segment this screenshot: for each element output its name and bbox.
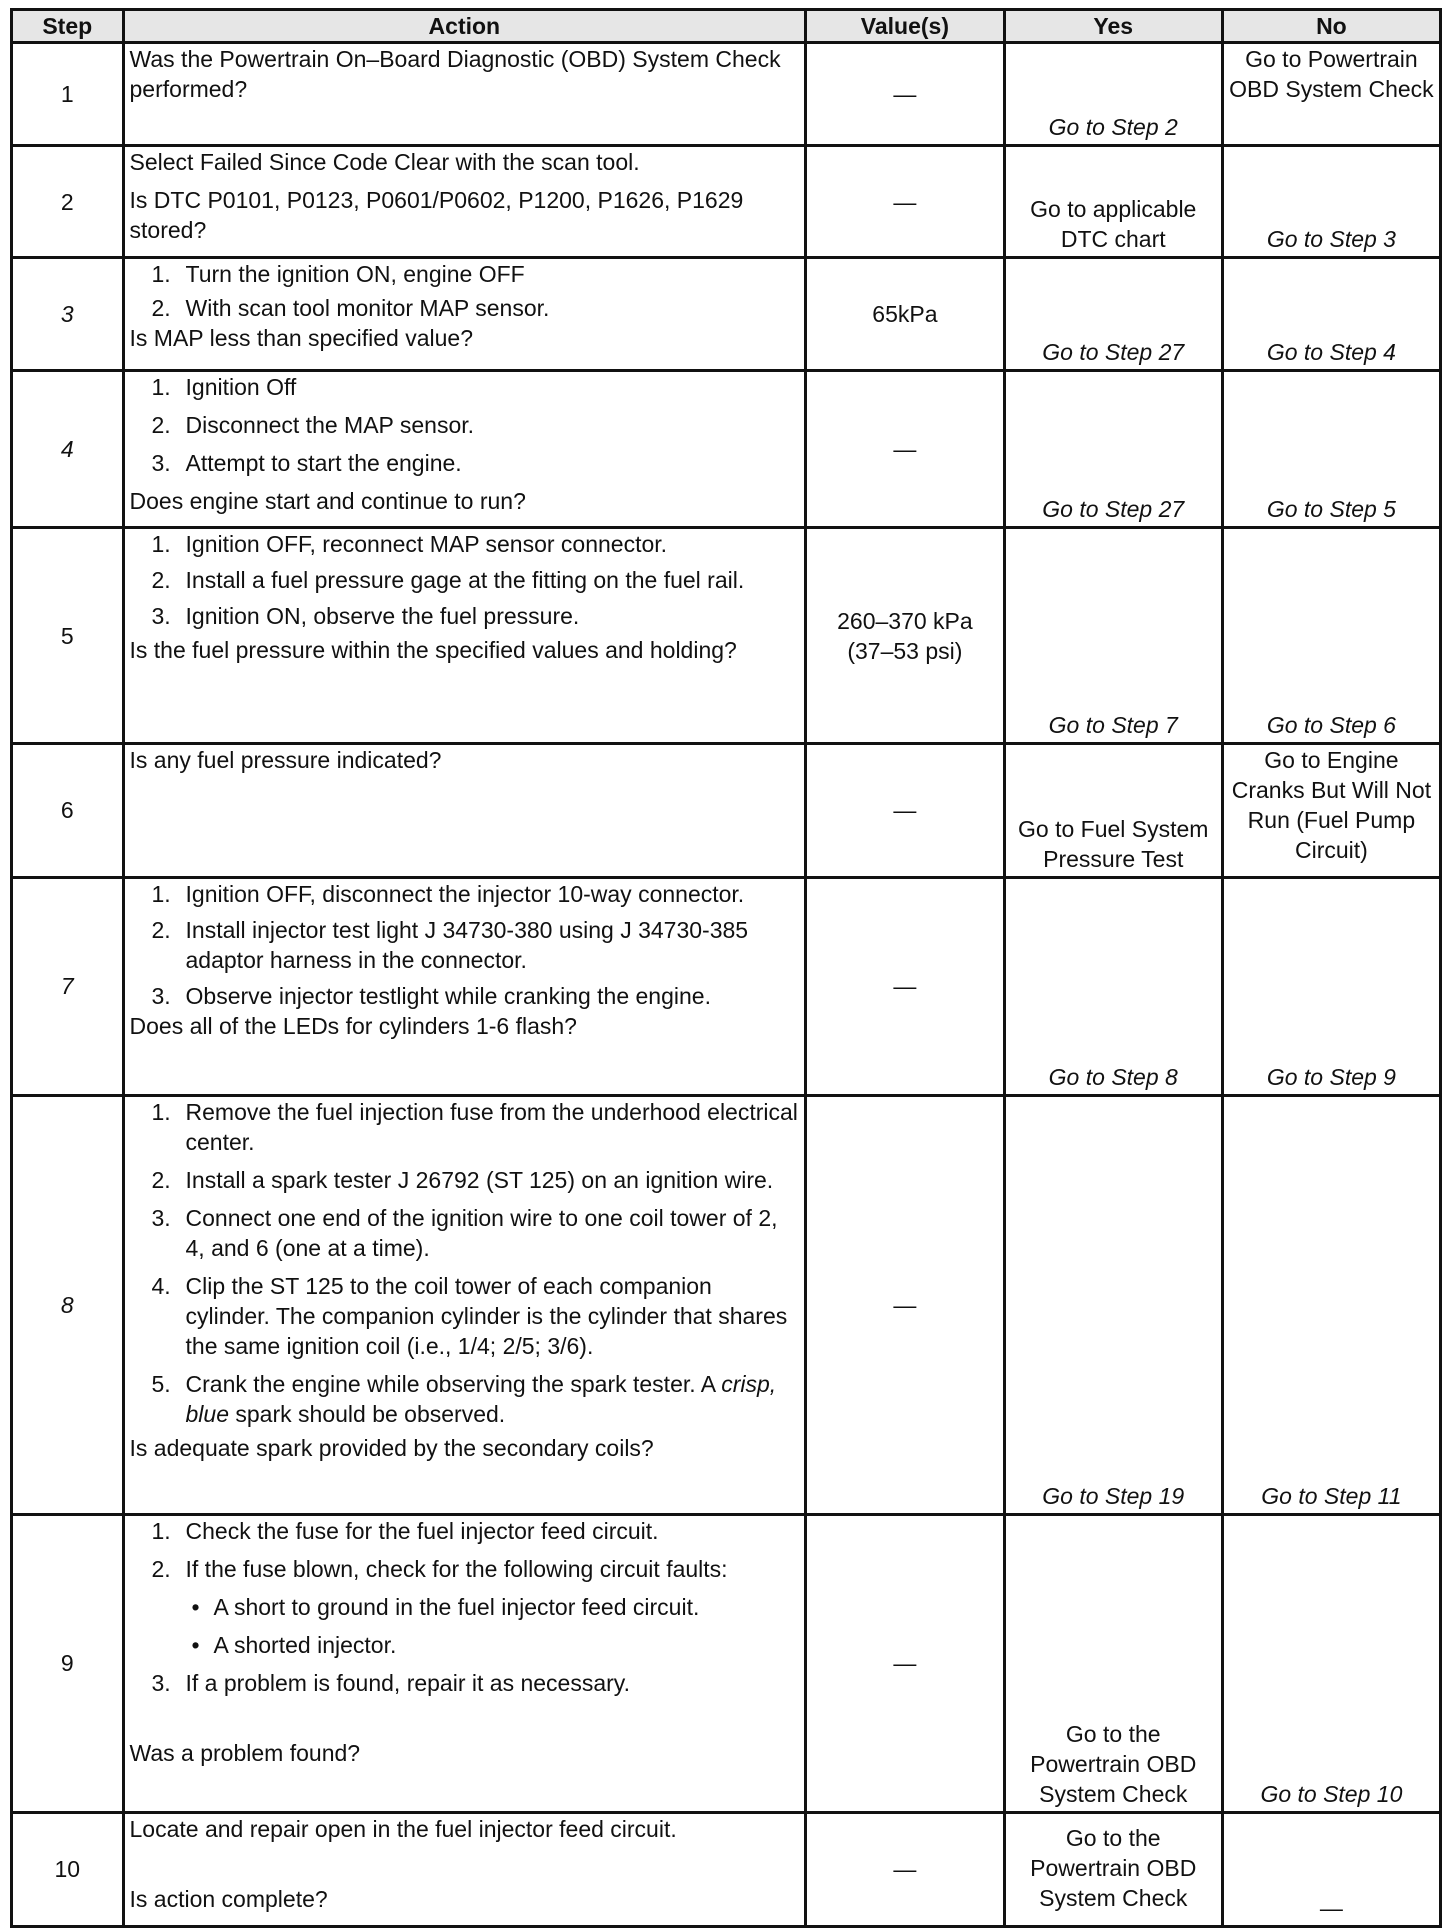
step-number: 6: [12, 743, 124, 877]
no-cell: [1222, 371, 1440, 528]
action-step: 2. Install injector test light J 34730-380 using J 34730-385 adaptor harness in the connector.: [151, 916, 749, 973]
value-cell: 65kPa: [806, 258, 1005, 371]
step-number: 2: [12, 146, 124, 258]
action-question: Is the fuel pressure within the specified values and holding?: [129, 637, 737, 664]
table-row: [12, 1514, 1441, 1812]
action-step: 1. Ignition OFF, reconnect MAP sensor connector.: [151, 531, 668, 558]
no-goto: Go to Powertrain OBD System Check: [1229, 46, 1434, 102]
header-action: Action: [123, 10, 806, 43]
action-cell: [123, 1812, 806, 1926]
no-cell: [1222, 1096, 1440, 1514]
table-row: [12, 877, 1441, 1095]
action-steps: [130, 879, 800, 1011]
action-step: 3. Attempt to start the engine.: [151, 450, 462, 477]
yes-cell: [1004, 258, 1222, 371]
no-goto: Go to Step 10: [1260, 1780, 1403, 1807]
value-cell: —: [806, 877, 1005, 1095]
header-step: Step: [12, 10, 124, 43]
action-cell: [123, 1514, 806, 1812]
action-cell: [123, 1096, 806, 1514]
action-step: 1. Ignition Off: [151, 374, 297, 401]
no-goto: Go to Step 9: [1266, 1064, 1396, 1091]
table-row: [12, 743, 1441, 877]
header-row: [12, 10, 1441, 43]
table-row: [12, 528, 1441, 743]
yes-goto: Go to Step 27: [1042, 496, 1185, 523]
no-cell: [1222, 528, 1440, 743]
action-step: 5. Crank the engine while observing the spark tester. A crisp, blue spark should be observed.: [151, 1371, 777, 1428]
yes-goto: Go to Fuel System Pressure Test: [1018, 815, 1209, 872]
action-cell: [123, 371, 806, 528]
step-number: 9: [12, 1514, 124, 1812]
no-cell: [1222, 1514, 1440, 1812]
table-row: [12, 1812, 1441, 1926]
value-cell: —: [806, 743, 1005, 877]
action-question: Does engine start and continue to run?: [129, 488, 526, 515]
no-goto: Go to Step 3: [1266, 226, 1396, 253]
action-step: 2. Disconnect the MAP sensor.: [151, 412, 475, 439]
action-question: Is action complete?: [129, 1885, 328, 1912]
yes-cell: [1004, 1812, 1222, 1926]
no-goto: Go to Step 6: [1266, 711, 1396, 738]
yes-goto: Go to the Powertrain OBD System Check: [1030, 1825, 1197, 1912]
step-number: 4: [12, 371, 124, 528]
no-cell: [1222, 258, 1440, 371]
no-cell: [1222, 43, 1440, 146]
yes-cell: [1004, 371, 1222, 528]
step-number: 5: [12, 528, 124, 743]
yes-cell: [1004, 1096, 1222, 1514]
action-cell: [123, 528, 806, 743]
action-cell: [123, 743, 806, 877]
action-step: 1. Ignition OFF, disconnect the injector 10-way connector.: [151, 880, 745, 907]
value-cell: 260–370 kPa (37–53 psi): [806, 528, 1005, 743]
action-step: 3. If a problem is found, repair it as necessary.: [151, 1669, 630, 1696]
no-goto: Go to Step 4: [1266, 339, 1396, 366]
step-number: 8: [12, 1096, 124, 1514]
step-number: 7: [12, 877, 124, 1095]
action-cell: [123, 146, 806, 258]
action-step: 1. Check the fuse for the fuel injector feed circuit.: [151, 1517, 659, 1544]
action-question: Is DTC P0101, P0123, P0601/P0602, P1200, P1626, P1629 stored?: [129, 187, 744, 244]
yes-goto: Go to Step 7: [1048, 711, 1178, 738]
action-question: Is any fuel pressure indicated?: [129, 746, 442, 773]
value-cell: —: [806, 1514, 1005, 1812]
yes-cell: [1004, 43, 1222, 146]
action-cell: [123, 877, 806, 1095]
value-cell: —: [806, 146, 1005, 258]
yes-cell: [1004, 1514, 1222, 1812]
table-row: [12, 258, 1441, 371]
fault-bullets: [130, 1592, 800, 1660]
action-cell: [123, 43, 806, 146]
bullet-item: • A short to ground in the fuel injector feed circuit.: [130, 1592, 800, 1622]
header-values: Value(s): [806, 10, 1005, 43]
table-row: [12, 371, 1441, 528]
action-text: Locate and repair open in the fuel injector feed circuit.: [129, 1815, 677, 1842]
action-steps: [130, 259, 800, 323]
action-step: 2. If the fuse blown, check for the following circuit faults:: [151, 1555, 728, 1582]
action-step: 1. Remove the fuel injection fuse from the underhood electrical center.: [151, 1099, 798, 1156]
table-row: [12, 1096, 1441, 1514]
value-cell: —: [806, 43, 1005, 146]
action-step: 1. Turn the ignition ON, engine OFF: [151, 261, 525, 288]
action-step: 2. With scan tool monitor MAP sensor.: [151, 295, 550, 322]
yes-goto: Go to Step 2: [1048, 114, 1178, 141]
action-steps: [130, 1516, 800, 1584]
yes-goto: Go to the Powertrain OBD System Check: [1030, 1720, 1197, 1807]
no-cell: [1222, 877, 1440, 1095]
yes-cell: [1004, 743, 1222, 877]
step-number: 1: [12, 43, 124, 146]
action-step: 2. Install a fuel pressure gage at the fitting on the fuel rail.: [151, 567, 745, 594]
action-steps: [130, 529, 800, 631]
no-cell: [1222, 146, 1440, 258]
no-goto: —: [1319, 1895, 1343, 1921]
action-question: Was a problem found?: [129, 1739, 361, 1766]
value-cell: —: [806, 1812, 1005, 1926]
action-steps: [130, 1097, 800, 1429]
action-line: Select Failed Since Code Clear with the scan tool.: [129, 149, 640, 176]
action-step: 2. Install a spark tester J 26792 (ST 125) on an ignition wire.: [151, 1167, 774, 1194]
no-goto: Go to Engine Cranks But Will Not Run (Fuel Pump Circuit): [1231, 746, 1432, 863]
action-question: Does all of the LEDs for cylinders 1-6 flash?: [129, 1012, 577, 1039]
value-cell: —: [806, 1096, 1005, 1514]
action-step: 4. Clip the ST 125 to the coil tower of each companion cylinder. The companion cylinder is the cylinder that shares the same ignition coil (i.e., 1/4; 2/5; 3/6).: [151, 1273, 788, 1360]
action-step: 3. Ignition ON, observe the fuel pressure.: [151, 603, 580, 630]
header-yes: Yes: [1004, 10, 1222, 43]
yes-goto: Go to Step 8: [1048, 1064, 1178, 1091]
action-step: 3. Observe injector testlight while cranking the engine.: [151, 982, 711, 1009]
no-goto: Go to Step 11: [1261, 1482, 1402, 1509]
no-cell: [1222, 743, 1440, 877]
action-text: Was the Powertrain On–Board Diagnostic (OBD) System Check performed?: [129, 46, 781, 102]
action-question: Is adequate spark provided by the secondary coils?: [129, 1435, 654, 1462]
no-cell: [1222, 1812, 1440, 1926]
bullet-item: • A shorted injector.: [130, 1630, 800, 1660]
step-number: 10: [12, 1812, 124, 1926]
action-cell: [123, 258, 806, 371]
step-number: 3: [12, 258, 124, 371]
action-steps: [130, 1668, 800, 1698]
diagnostic-table: [10, 8, 1442, 1928]
yes-goto: Go to applicable DTC chart: [1030, 196, 1197, 253]
action-question: Is MAP less than specified value?: [129, 325, 473, 352]
yes-goto: Go to Step 27: [1042, 339, 1185, 366]
table-row: [12, 146, 1441, 258]
table-row: [12, 43, 1441, 146]
action-steps: [130, 372, 800, 478]
yes-cell: [1004, 528, 1222, 743]
yes-goto: Go to Step 19: [1042, 1482, 1185, 1509]
action-step: 3. Connect one end of the ignition wire to one coil tower of 2, 4, and 6 (one at a time).: [151, 1205, 778, 1262]
yes-cell: [1004, 146, 1222, 258]
no-goto: Go to Step 5: [1266, 496, 1396, 523]
header-no: No: [1222, 10, 1440, 43]
yes-cell: [1004, 877, 1222, 1095]
value-cell: —: [806, 371, 1005, 528]
